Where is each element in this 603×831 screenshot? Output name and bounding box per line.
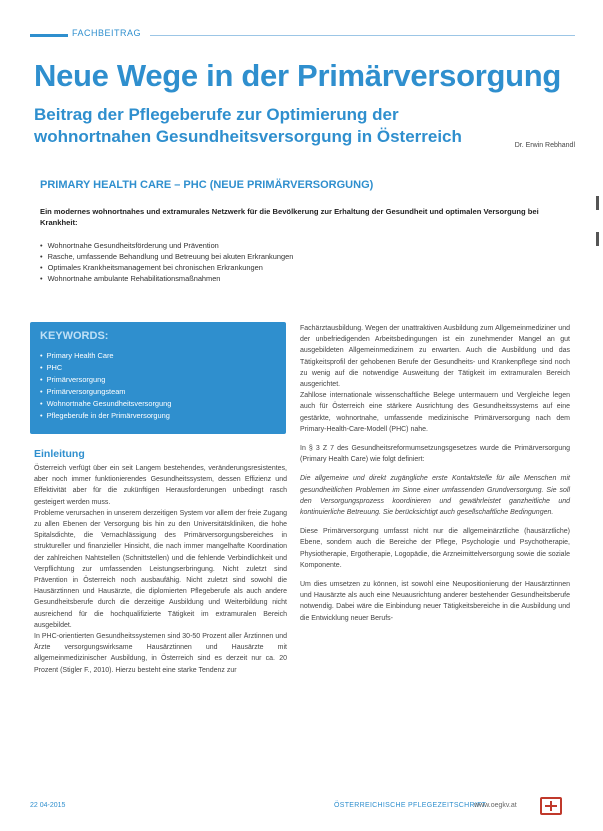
left-column <box>34 448 287 676</box>
section-label: FACHBEITRAG <box>72 28 142 38</box>
keyword-item: • Pflegeberufe in der Primärversorgung <box>40 410 171 422</box>
einleitung-heading: Einleitung <box>34 448 85 460</box>
page-number: 22 04-2015 <box>30 802 66 809</box>
definition-quote: Die allgemeine und direkt zugängliche erste Kontaktstelle für alle Menschen mit gesundheitlichen Problemen im Sinne einer umfassenden Grundversorgung. Sie soll den Versorgungsprozess koordinieren und gewährleistet ganzheitliche und kontinuierliche Betreuung. Sie berücksichtigt auch gesellschaftliche Bedingungen. <box>300 475 570 517</box>
body-paragraph: Fachärztausbildung. Wegen der unattraktiven Ausbildung zum Allgemeinmediziner und der unbefriedigenden Arbeitsbedingungen ist ein zunehmender Mangel an gut ausgebildeten Allgemeinmedizinern zu erwarten. Auch die Ausbildung und das Tätigkeitsprofil der gehobenen Berufe der Gesundheits- und Krankenpflege sind noch zu wenig auf die notwendige Ausweitung der Tätigkeit im extramuralen Bereich ausgerichtet. <box>300 325 570 389</box>
body-paragraph: Österreich verfügt über ein seit Langem bestehendes, veränderungsresistentes, aber noch immer funktionierendes Gesundheitssystem, dessen Effizienz und Effektivität aber für die zukünftigen Herausforderungen unbedingt rasch gesteigert werden muss. <box>34 465 287 506</box>
body-paragraph: Diese Primärversorgung umfasst nicht nur die allgemeinärztliche (hausärztliche) Ebene, sondern auch die Bereiche der Pflege, Psychologie und Psychotherapie, Physiotherapie, Ergotherapie, Logopädie, die Arzneimittelversorgung sowie die soziale Komponente. <box>300 528 570 569</box>
body-paragraph: Probleme verursachen in unserem derzeitigen System vor allem der freie Zugang zu allen Ebenen der Versorgung bis hin zu den Universitätskliniken, die hohe Spitalsdichte, die Vernachlässigung des Primärversorgungsbereiches in struktureller und finanzieller Hinsicht, die nach immer mangelhafte Koordination der zahlreichen Nahtstellen (Schnittstellen) und die fehlende Verbindlichkeit und Verpflichtung zur umfassenden Leistungserbringung. Nicht zuletzt sind Prävention in Österreich noch ausbaufähig. Nicht zuletzt sind sowohl die Hausärztinnen und Hausärzte, die diplomierten Pflegeberufe als auch andere Gesundheitsberufe durch die derzeitige Ausbildung und Weiterbildung nicht ausreichend für die hochqualifizierte Tätigkeit im extramuralen Bereich ausgebildet. <box>34 509 287 629</box>
keyword-item: • PHC <box>40 362 171 374</box>
phc-intro: Ein modernes wohnortnahes und extramurales Netzwerk für die Bevölkerung zur Erhaltung der Gesundheit und optimalen Versorgung bei Krankheit: <box>40 207 539 227</box>
body-paragraph: In PHC-orientierten Gesundheitssystemen sind 30-50 Prozent aller Ärztinnen und Ärzte versorgungswirksame Hausärztinnen und Hausärzte mit allgemeinmedizinischer Ausbildung, in Österreich sind es derzeit nur ca. 20 Prozent (Stigler F., 2010). Hierzu besteht eine starke Tendenz zur <box>34 633 287 674</box>
phc-heading: PRIMARY HEALTH CARE – PHC (NEUE PRIMÄRVERSORGUNG) <box>40 179 374 191</box>
cross-logo-icon <box>540 797 562 815</box>
keyword-item: • Primärversorgung <box>40 374 171 386</box>
phc-bullet: • Wohnortnahe ambulante Rehabilitationsmaßnahmen <box>40 273 560 284</box>
section-tag <box>30 28 575 42</box>
magazine-url: www.oegkv.at <box>474 802 517 809</box>
phc-bullet-list <box>40 240 560 284</box>
body-paragraph: In § 3 Z 7 des Gesundheitsreformumsetzungsgesetzes wurde die Primärversorgung (Primary Health Care) wie folgt definiert: <box>300 445 570 464</box>
section-tag-bar <box>30 34 68 37</box>
phc-bullet: • Optimales Krankheitsmanagement bei chronischen Erkrankungen <box>40 262 560 273</box>
body-paragraph: Um dies umsetzen zu können, ist sowohl eine Neupositionierung der Hausärztinnen und Hausärzte als auch eine Neuausrichtung anderer bestehender Gesundheitsberufe notwendig. Dabei wäre die Einbindung neuer Tätigkeitsbereiche in die Ausbildung und die Entwicklung neuer Berufs- <box>300 581 570 622</box>
keywords-box <box>30 322 286 434</box>
page-edge-mark <box>596 196 599 210</box>
page-edge-mark <box>596 232 599 246</box>
phc-bullet: • Rasche, umfassende Behandlung und Betreuung bei akuten Erkrankungen <box>40 251 560 262</box>
phc-bullet: • Wohnortnahe Gesundheitsförderung und Prävention <box>40 240 560 251</box>
right-column <box>300 323 570 624</box>
keyword-item: • Primary Health Care <box>40 350 171 362</box>
keywords-list <box>40 350 171 422</box>
keyword-item: • Wohnortnahe Gesundheitsversorgung <box>40 398 171 410</box>
magazine-name: ÖSTERREICHISCHE PFLEGEZEITSCHRIFT <box>334 802 487 809</box>
body-paragraph: Zahllose internationale wissenschaftliche Belege untermauern und Vergleiche legen auch für Österreich eine stärkere Ausrichtung des Gesundheitssystems auf eine gestärkte, wohnortnahe, umfassende medizinische Primärversorgung nach dem Primary-Health-Care-Modell (PHC) nahe. <box>300 392 570 433</box>
article-subtitle: Beitrag der Pflegeberufe zur Optimierung der wohnortnahen Gesundheitsversorgung in Österreich <box>34 105 462 146</box>
author: Dr. Erwin Rebhandl <box>514 142 575 149</box>
section-rule <box>150 35 575 36</box>
keyword-item: • Primärversorgungsteam <box>40 386 171 398</box>
keywords-title: KEYWORDS: <box>40 330 109 342</box>
page-footer <box>30 801 575 813</box>
article-title: Neue Wege in der Primärversorgung <box>34 58 562 93</box>
